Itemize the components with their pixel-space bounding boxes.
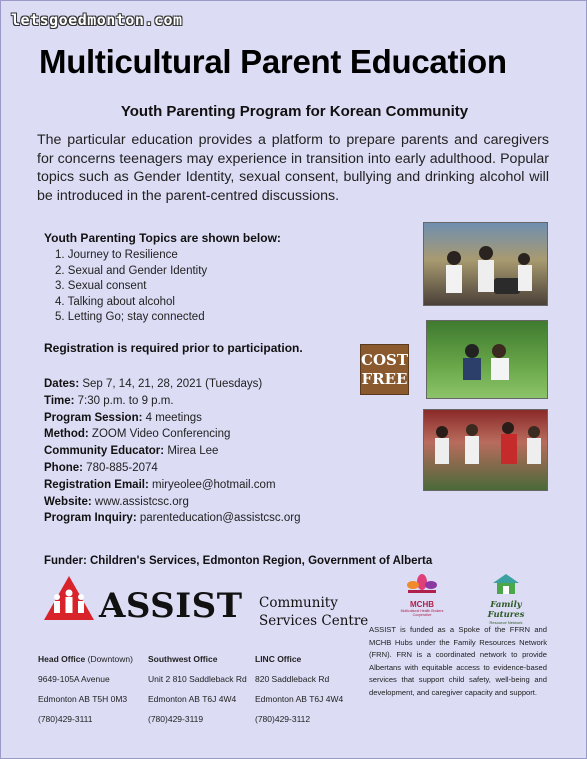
funder-line: Funder: Children's Services, Edmonton Region, Government of Alberta <box>44 555 433 567</box>
detail-label: Program Session: <box>44 411 143 424</box>
watermark: letsgoedmonton.com <box>11 11 183 29</box>
detail-label: Dates: <box>44 378 80 390</box>
office-city: Edmonton AB T5H 0M3 <box>38 694 128 704</box>
detail-row <box>44 494 300 511</box>
detail-value: 4 meetings <box>142 411 202 424</box>
detail-row <box>44 477 300 494</box>
cost-free-badge <box>360 344 409 395</box>
couple-photo <box>426 320 548 399</box>
topics-list <box>55 248 207 326</box>
detail-value: parenteducation@assistcsc.org <box>136 512 301 525</box>
office-phone: (780)429-3111 <box>38 714 93 724</box>
topics-heading: Youth Parenting Topics are shown below: <box>44 231 281 245</box>
detail-value: 780-885-2074 <box>82 461 158 474</box>
mchb-name: MCHB <box>410 600 434 609</box>
org-tagline-line1: Community <box>259 595 338 611</box>
assist-logo-icon <box>43 575 95 621</box>
mchb-subtitle: Multicultural Health Brokers Cooperative <box>400 609 444 617</box>
office-phone: (780)429-3112 <box>255 714 311 724</box>
detail-value: Sep 7, 14, 21, 28, 2021 (Tuesdays) <box>79 378 263 390</box>
band-photo-figures <box>424 223 547 305</box>
cost-badge-line1: COST <box>361 350 408 369</box>
office-city: Edmonton AB T6J 4W4 <box>255 694 344 704</box>
detail-row <box>44 410 300 427</box>
org-tagline-line2: Services Centre <box>259 613 369 629</box>
family-futures-logo <box>471 573 541 625</box>
office-linc <box>255 649 343 729</box>
org-tagline <box>259 594 368 630</box>
sports-photo-figures <box>424 410 547 490</box>
detail-row <box>44 376 300 393</box>
family-futures-house-icon <box>492 573 520 595</box>
detail-label: Community Educator: <box>44 445 165 458</box>
mchb-flower-icon <box>402 573 442 595</box>
office-title: LINC Office <box>255 654 302 664</box>
detail-value: miryeolee@hotmail.com <box>148 478 276 491</box>
sports-photo <box>423 409 548 491</box>
detail-label: Time: <box>44 394 75 407</box>
detail-label: Registration Email: <box>44 478 149 491</box>
registration-note: Registration is required prior to participation. <box>44 341 303 355</box>
family-futures-subtitle: Resource Network <box>489 620 523 625</box>
mchb-logo <box>393 573 451 615</box>
detail-label: Phone: <box>44 461 83 474</box>
detail-row <box>44 426 300 443</box>
detail-label: Website: <box>44 495 92 508</box>
detail-row <box>44 510 300 527</box>
office-title-suffix: (Downtown) <box>85 654 133 664</box>
detail-row <box>44 393 300 410</box>
office-head <box>38 649 133 729</box>
office-title: Southwest Office <box>148 654 218 664</box>
detail-value: 7:30 p.m. to 9 p.m. <box>74 394 174 407</box>
detail-label: Program Inquiry: <box>44 512 137 525</box>
office-title: Head Office <box>38 654 86 664</box>
cost-badge-line2: FREE <box>361 369 408 388</box>
family-futures-name: Family Futures <box>487 600 525 620</box>
funding-statement: ASSIST is funded as a Spoke of the FFRN and MCHB Hubs under the Family Resources Network (FRN). FRN is a coordinated network to provide Albertans with equitable access to evidence-based services that support child safety, well-being and development, and caregiver capacity and support. <box>369 625 547 697</box>
office-southwest <box>148 649 247 729</box>
office-address: Unit 2 810 Saddleback Rd <box>148 674 247 684</box>
program-details <box>44 376 300 527</box>
detail-row <box>44 460 300 477</box>
detail-row <box>44 443 300 460</box>
intro-paragraph: The particular education provides a platform to prepare parents and caregivers for concerns teenagers may experience in transition into early adulthood. Popular topics such as Gender Identity, sexual consent, bullying and drinking alcohol will be introduced in the parent-centred discussions. <box>37 132 549 204</box>
office-name <box>38 649 133 669</box>
band-photo <box>423 222 548 306</box>
detail-value: ZOOM Video Conferencing <box>88 428 231 441</box>
couple-photo-figures <box>427 321 547 398</box>
program-subtitle: Youth Parenting Program for Korean Community <box>120 103 469 120</box>
list-item: 1. Journey to Resilience <box>55 249 178 261</box>
detail-value: Mirea Lee <box>164 445 219 458</box>
list-item: 2. Sexual and Gender Identity <box>55 264 208 277</box>
page-title: Multicultural Parent Education <box>39 43 507 80</box>
office-phone: (780)429-3119 <box>148 714 204 724</box>
list-item: 5. Letting Go; stay connected <box>55 311 205 323</box>
office-address: 9649-105A Avenue <box>38 674 110 684</box>
list-item: 3. Sexual consent <box>55 280 147 292</box>
list-item: 4. Talking about alcohol <box>55 295 175 308</box>
detail-value: www.assistcsc.org <box>91 495 189 508</box>
assist-wordmark: ASSIST <box>99 586 243 626</box>
office-address: 820 Saddleback Rd <box>255 674 330 684</box>
detail-label: Method: <box>44 428 89 441</box>
office-city: Edmonton AB T6J 4W4 <box>148 694 237 704</box>
